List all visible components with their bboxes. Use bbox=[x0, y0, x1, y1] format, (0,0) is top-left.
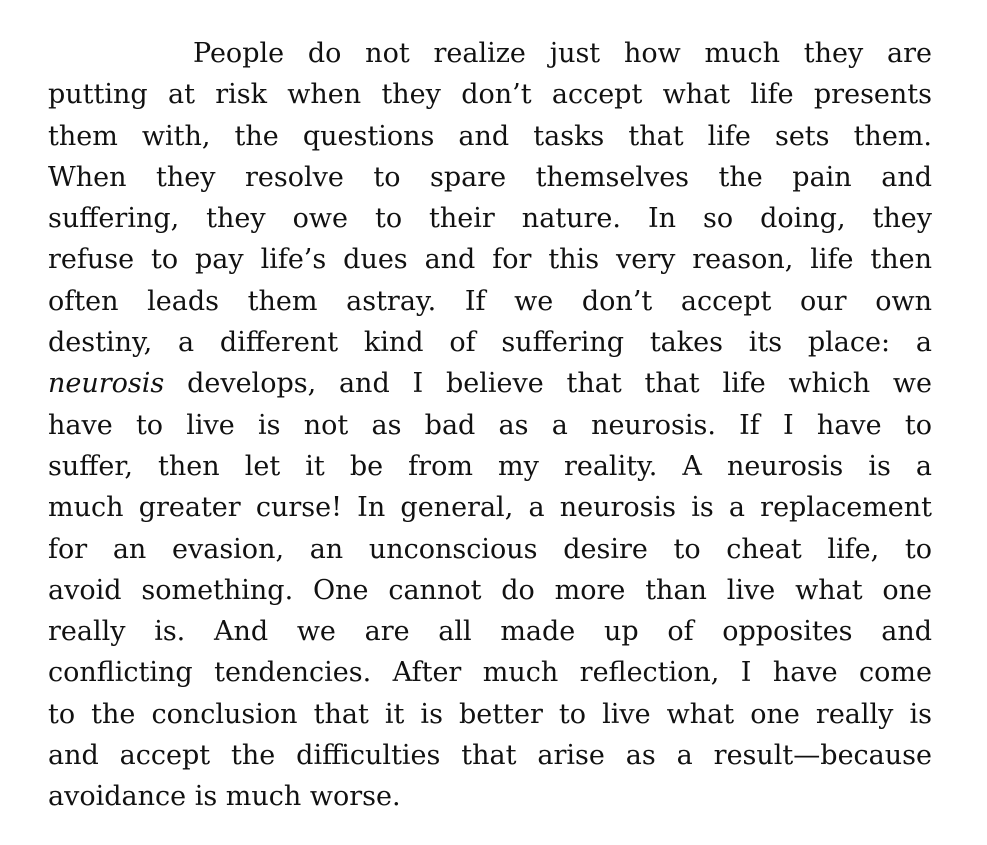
text-line: avoidance is much worse. bbox=[48, 781, 401, 813]
text-line: often leads them astray. If we don’t accept our own bbox=[48, 285, 932, 317]
text-line bbox=[48, 363, 932, 404]
text-line: suffer, then let it be from my reality. A neurosis is a bbox=[48, 450, 932, 482]
text-line-rest: develops, and I believe that that life which we bbox=[164, 368, 932, 400]
text-line: really is. And we are all made up of opposites and bbox=[48, 616, 932, 648]
text-line: destiny, a different kind of suffering takes its place: a bbox=[48, 327, 932, 359]
text-line: refuse to pay life’s dues and for this very reason, life then bbox=[48, 244, 932, 276]
text-line: avoid something. One cannot do more than live what one bbox=[48, 574, 932, 606]
text-line: for an evasion, an unconscious desire to cheat life, to bbox=[48, 533, 932, 565]
text-line: When they resolve to spare themselves the pain and bbox=[48, 161, 932, 193]
text-line: suffering, they owe to their nature. In so doing, they bbox=[48, 203, 932, 235]
text-line: have to live is not as bad as a neurosis. If I have to bbox=[48, 409, 932, 441]
text-line: much greater curse! In general, a neurosis is a replacement bbox=[48, 492, 932, 524]
text-line: to the conclusion that it is better to live what one really is bbox=[48, 698, 932, 730]
text-line: People do not realize just how much they are bbox=[193, 38, 932, 69]
text-line: and accept the difficulties that arise as a result—because bbox=[48, 740, 932, 772]
paragraph bbox=[48, 33, 932, 818]
text-line: them with, the questions and tasks that life sets them. bbox=[48, 120, 932, 152]
text-line: putting at risk when they don’t accept what life presents bbox=[48, 79, 932, 111]
italic-word: neurosis bbox=[48, 368, 165, 400]
text-line: conflicting tendencies. After much reflection, I have come bbox=[48, 657, 932, 689]
